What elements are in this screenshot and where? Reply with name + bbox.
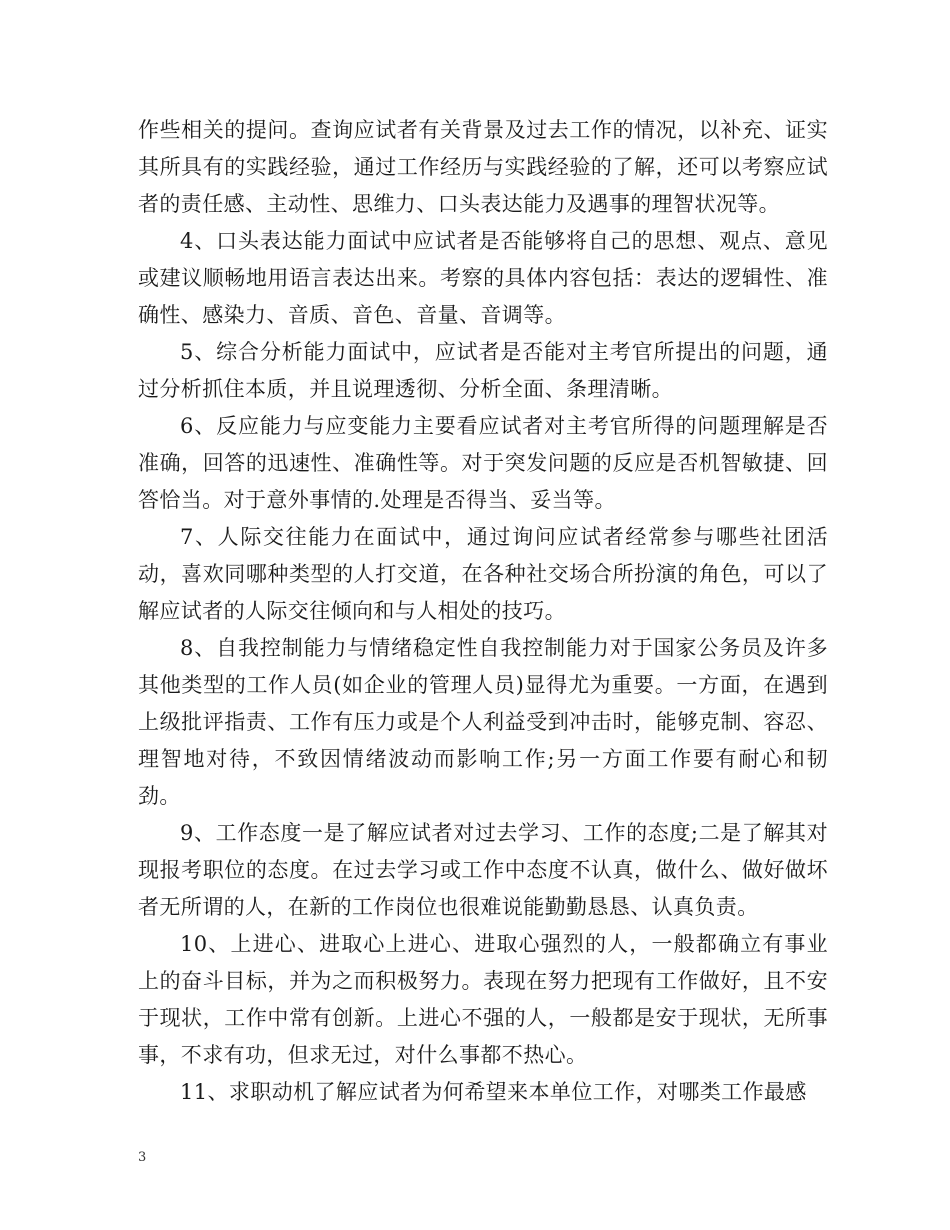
paragraph-item-8: 8、自我控制能力与情绪稳定性自我控制能力对于国家公务员及许多其他类型的工作人员(如企业的管理人员)显得尤为重要。一方面，在遇到上级批评指责、工作有压力或是个人利益受到冲击时，能够克制、容忍、理智地对待，不致因情绪波动而影响工作;另一方面工作要有耐心和韧劲。 bbox=[138, 636, 828, 808]
paragraph-item-10: 10、上进心、进取心上进心、进取心强烈的人，一般都确立有事业上的奋斗目标，并为之而积极努力。表现在努力把现有工作做好，且不安于现状，工作中常有创新。上进心不强的人，一般都是安于现状，无所事事，不求有功，但求无过，对什么事都不热心。 bbox=[138, 932, 828, 1067]
paragraph-item-5: 5、综合分析能力面试中，应试者是否能对主考官所提出的问题，通过分析抓住本质，并且说理透彻、分析全面、条理清晰。 bbox=[138, 340, 828, 401]
paragraph-item-11: 11、求职动机了解应试者为何希望来本单位工作，对哪类工作最感 bbox=[180, 1080, 807, 1104]
paragraph-item-6: 6、反应能力与应变能力主要看应试者对主考官所得的问题理解是否准确，回答的迅速性、准确性等。对于突发问题的反应是否机智敏捷、回答恰当。对于意外事情的.处理是否得当、妥当等。 bbox=[138, 414, 828, 512]
document-body bbox=[138, 112, 828, 1111]
page-number: 3 bbox=[138, 1150, 147, 1165]
paragraph-continuation: 作些相关的提问。查询应试者有关背景及过去工作的情况，以补充、证实其所具有的实践经验，通过工作经历与实践经验的了解，还可以考察应试者的责任感、主动性、思维力、口头表达能力及遇事的理智状况等。 bbox=[138, 118, 828, 216]
paragraph-item-4: 4、口头表达能力面试中应试者是否能够将自己的思想、观点、意见或建议顺畅地用语言表达出来。考察的具体内容包括：表达的逻辑性、准确性、感染力、音质、音色、音量、音调等。 bbox=[138, 229, 828, 327]
paragraph-item-7: 7、人际交往能力在面试中，通过询问应试者经常参与哪些社团活动，喜欢同哪种类型的人打交道，在各种社交场合所扮演的角色，可以了解应试者的人际交往倾向和与人相处的技巧。 bbox=[138, 525, 828, 623]
paragraph-item-9: 9、工作态度一是了解应试者对过去学习、工作的态度;二是了解其对现报考职位的态度。在过去学习或工作中态度不认真，做什么、做好做坏者无所谓的人，在新的工作岗位也很难说能勤勤恳恳、认真负责。 bbox=[138, 821, 828, 919]
